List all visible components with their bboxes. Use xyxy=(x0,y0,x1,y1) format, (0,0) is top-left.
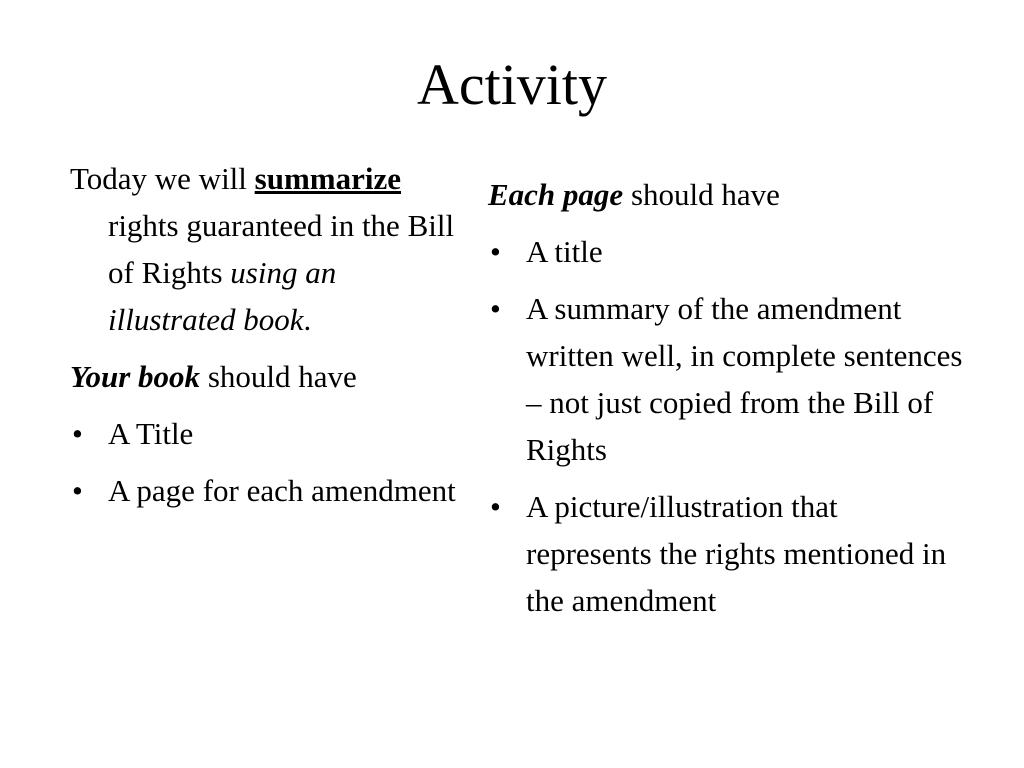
list-item-text: A picture/illustration that represents the rights mentioned in the amendment xyxy=(526,489,947,618)
your-book-heading xyxy=(70,353,470,400)
intro-paragraph xyxy=(70,155,470,343)
right-column xyxy=(488,171,968,634)
list-item xyxy=(488,228,968,275)
your-book-rest: should have xyxy=(200,359,357,394)
list-item xyxy=(488,285,968,473)
bullet-icon: • xyxy=(72,416,83,451)
list-item-text: A summary of the amendment written well, in complete sentences – not just copied from the Bill of Rights xyxy=(526,291,963,467)
bullet-icon: • xyxy=(490,489,501,524)
intro-text-continued: rights guaranteed in the Bill of Rights xyxy=(108,208,455,290)
bullet-icon: • xyxy=(72,473,83,508)
left-column xyxy=(70,155,470,524)
intro-italic: using an illustrated book xyxy=(108,255,337,337)
intro-end: . xyxy=(303,302,312,337)
list-item-text: A page for each amendment xyxy=(108,473,456,508)
bullet-icon: • xyxy=(490,234,501,269)
your-book-emphasis: Your book xyxy=(70,359,201,394)
list-item-text: A Title xyxy=(108,416,194,451)
list-item-text: A title xyxy=(526,234,603,269)
list-item xyxy=(70,467,470,514)
list-item xyxy=(488,483,968,624)
bullet-icon: • xyxy=(490,291,501,326)
slide-title: Activity xyxy=(416,52,608,117)
intro-text: Today we will xyxy=(70,161,255,196)
each-page-heading xyxy=(488,171,968,218)
each-page-emphasis: Each page xyxy=(488,177,624,212)
summarize-emphasis: summarize xyxy=(254,161,401,196)
each-page-rest: should have xyxy=(623,177,780,212)
list-item xyxy=(70,410,470,457)
